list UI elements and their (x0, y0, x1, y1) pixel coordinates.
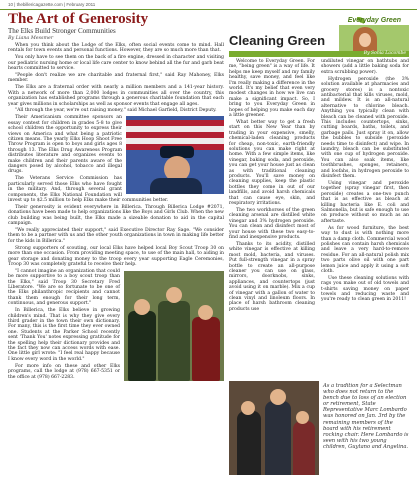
article-paragraph: In Billerica, the Elks believe in growing children's mind. That is why they give every third grader in the town their own dictionary. For many, this is the first time they ever owned one. Students at the Parker School recently sent 'Thank You' notes expressing gratitude for the spelling help their dictionary provides and the fact they now can access words with ease. One little girl wrote: "I feel real happy because I know every word in the world." (8, 308, 120, 362)
article-title: The Art of Generosity (8, 11, 149, 27)
article-paragraph: The two workhorses of the green cleaning arsenal are distilled white vinegar and 3% hydrogen peroxide. You can clean and disinfect most of your house with these two easy-to-find and inexpensive products. (229, 207, 315, 240)
article-paragraph: "All through the year, we're out raising money," said Michael Garfield, District Deputy. (15, 108, 217, 114)
article-paragraph: The Veterans Service Commission has particularly served those Elks who have fought in the military. And, through several grant components, the Elks National Foundation will invest up to $2.5 million to help Elks make their communities better. (8, 176, 169, 203)
page-folio: 10 | thebillericagazette.com | February 2011 (8, 2, 96, 7)
article-paragraph: Hydrogen peroxide (the 3% solution available at pharmacies and grocery stores) is a nontoxic antibacterial that kills viruses, mold, and mildew. It is an all-natural alternative to chlorine bleach. Anything you typically clean with bleach can be cleaned with peroxide. This includes countertops, sinks, cutting boards, baths, toilets, and garbage pails. Just spray it on, allow the bubbles to subside (peroxide needs time to disinfect) and wipe. In laundry, bleach can be substituted with one cup of hydrogen peroxide. You can also soak items, like toothbrushes, sponges, retainers, and loofahs, in hydrogen peroxide to disinfect them. (321, 76, 409, 180)
scouts-photo (124, 271, 224, 381)
article-title: Cleaning Green (229, 33, 326, 48)
article-paragraph: Thanks to its acidity, distilled white vinegar is effective at killing most mold, bacteria, and viruses. Put full-strength vinegar in a spray bottle to create an all-purpose cleaner you can use on glass, mirrors, doorknobs, sinks, appliances, and countertops (just avoid using it on marble). Mix a cup of vinegar with a gallon of water to clean vinyl and linoleum floors. In place of harsh bathroom cleaning products use (229, 241, 315, 312)
article-column-b (321, 59, 409, 304)
article-paragraph: What better way to get a fresh start on this New Year than by trading in your expensive, smelly, chemical-laden cleaning products for cheap, non-toxic, earth-friendly solutions you can make right at home. With a few simple items, like vinegar, baking soda, and peroxide, you can get your house just as clean as with traditional cleaning products. You'll save money on cleaning supplies, keep the plastic bottles they come in out of our landfills, and avoid harsh chemicals that can cause eye, skin, and respiratory irritations. (229, 119, 315, 207)
author-photo (339, 25, 409, 53)
elks-flag-photo (126, 116, 224, 194)
header-rule (0, 9, 417, 10)
article-paragraph: Use these cleaning solutions with rags you make out of old towels and t-shirts saving money on paper towels and reducing waste and you're ready to clean green in 2011! (321, 275, 409, 303)
article-paragraph: When you think about the Lodge of the Elks, often social events come to mind. Hall rentals for town events and personal functions. However, they are so much more than that. (8, 43, 224, 54)
section-label: Everyday Green (347, 17, 401, 24)
article-column-a (229, 59, 315, 314)
photo-caption: As a tradition for a Selectman who does not return to the bench due to loss of an election or retirement, State Representative Marc Lombardo was honored on Jan. 3rd by the remaining members of the board with his retirement rocking chair. Here Lombardo is seen with his two young children, Guytano and Angelina. (323, 383, 409, 450)
article-paragraph: As for wood furniture, the best way to dust is with nothing more than a damp cloth. Commercial wood polishes can contain harsh chemicals and leave a very hard-to-remove residue. For an all-natural polish mix two parts olive oil with one part lemon juice and apply it using a soft cloth. (321, 225, 409, 274)
article-paragraph: "I cannot imagine an organization that could be more supportive to a boy scout troop than the Elks," said Troop 30 Secretary Fred Liberatore. "We are so fortunate to be one of the Elks philanthropic recipients and cannot thank them enough for their long term, continuous, and generous support." (8, 268, 120, 307)
author-bar (229, 51, 409, 57)
article-paragraph: Their generosity is evident everywhere in Billerica. Through Billerica Lodge #2071, donations have been made to help organizations like the Boys and Girls Club. When the new club building was being built, the Elks made a sizeable donation to aid in the capital campaign. (8, 204, 224, 227)
article-paragraph: Strong supporters of scouting, our local Elks have helped local Boy Scout Troop 30 on more than one occasion. From providing meeting space, to use of the main hall, to aiding in gear storage and donating money to the troop every year supporting Eagle Ceremonies, Troop 30 was completely grateful to receive their help. (8, 245, 224, 267)
article-paragraph: "We really appreciated their support," said Executive Director Ray Sage. "We consider them to be a partner with us and the other youth organizations in town in making life better for the kids in Billerica." (8, 228, 224, 244)
article-paragraph: You only have to see them on the back of a fire engine, dressed in character and visiting our pediatric nursing home or local life care center to know behind all the fur and garb beat hearts committed to service. (8, 55, 224, 72)
article-paragraph: "People don't realize we are charitable and fraternal first," said Ray Mahoney, Elks member. (8, 73, 224, 84)
everyday-green-column (229, 11, 409, 476)
article-paragraph: undiluted vinegar on bathtubs and showers (add a little baking soda for extra scrubbing power). (321, 59, 409, 75)
lombardo-photo (229, 381, 319, 475)
article-paragraph: Their Americanism committee sponsors an essay contest for children in grades 5-8 to give school children the opportunity to express their views on America and what being a patriotic citizen means. The yearly Elks Hoop Shoot Free Throw Program is open to boys and girls ages 8 through 13. The Elks Drug Awareness Program distributes literature and organizes events to make children and their parents aware of the dangers posed by alcohol, tobacco and illegal drugs. (8, 115, 122, 175)
elks-article (8, 11, 224, 476)
article-subtitle: The Elks Build Stronger Communities (8, 27, 116, 35)
page-header (0, 0, 417, 8)
article-byline: By Sonia Lacombe (363, 51, 406, 56)
article-byline: By Liana Messmer (8, 36, 54, 41)
article-paragraph: Using vinegar and peroxide together (spray vinegar first, then peroxide) creates a one-two punch that is as effective as bleach at killing bacteria like E. coli and Salmonella, but is safe enough to use on produce without so much as an aftertaste. (321, 180, 409, 224)
article-body (229, 59, 409, 379)
article-paragraph: For more info on these and other Elks programs, call the lodge at (978) 667-5351 or the office at (978) 667-2283. (8, 363, 120, 380)
article-paragraph: Welcome to Everyday Green. For me, "being green" is a way of life. It helps me keep myself and my family healthy, save money, and feel like I'm really making a difference in the world. It's my belief that even very modest changes in how we live can make a significant impact. So, I bring to you Everyday Green in hopes of helping you make each day a little greener. (229, 59, 315, 119)
article-paragraph: The Elks are a fraternal order with nearly a million members and a 141-year history. With a network of more than 2,000 lodges in communities all over the country, this organization has established programs through a generous charitable foundation that each year gives millions in scholarships as well as sponsor events that engage all ages. (8, 85, 224, 107)
